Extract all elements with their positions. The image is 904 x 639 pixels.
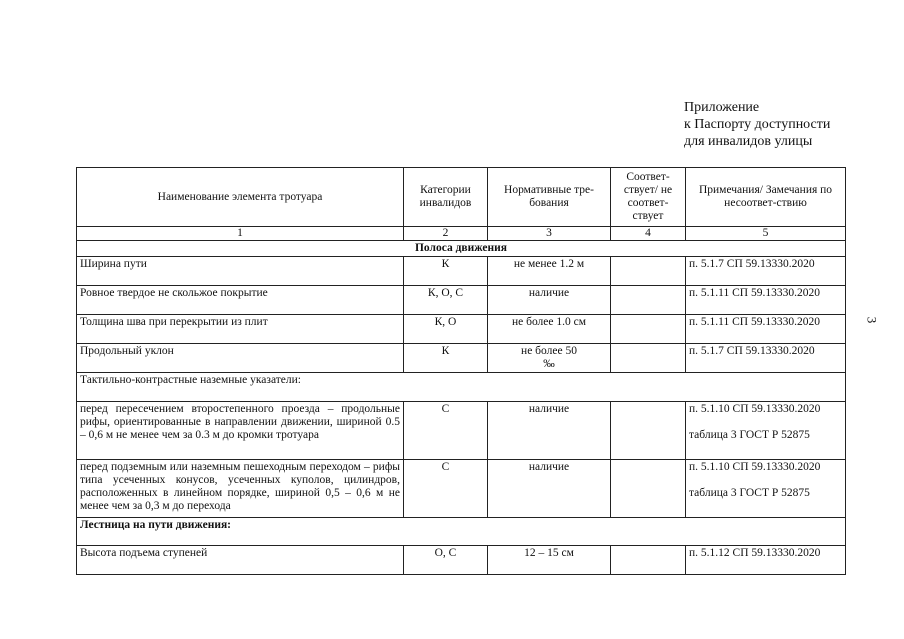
row-compliance <box>611 286 686 315</box>
row-requirement: не более 1.0 см <box>488 315 611 344</box>
row-note: п. 5.1.11 СП 59.13330.2020 <box>686 315 846 344</box>
row-name: Ровное твердое не скольжое покрытие <box>77 286 404 315</box>
header-compliance: Соответ-ствует/ не соответ-ствует <box>611 168 686 227</box>
row-name: перед подземным или наземным пешеходным переходом – рифы типа усеченных конусов, усеченных куполов, цилиндров, расположенных в линейном порядке, шириной 0,5 – 0,6 м не менее чем за 0,3 м до перехода <box>77 460 404 518</box>
row-category: К, О <box>404 315 488 344</box>
appendix-line-2: к Паспорту доступности <box>684 117 831 132</box>
table-row <box>77 546 846 575</box>
appendix-line-3: для инвалидов улицы <box>684 134 813 149</box>
stairs-heading: Лестница на пути движения: <box>77 518 846 546</box>
tactile-heading: Тактильно-контрастные наземные указатели: <box>77 373 846 402</box>
row-name: Высота подъема ступеней <box>77 546 404 575</box>
row-name: Толщина шва при перекрытии из плит <box>77 315 404 344</box>
subheading-row <box>77 373 846 402</box>
row-category: К <box>404 257 488 286</box>
row-note: п. 5.1.11 СП 59.13330.2020 <box>686 286 846 315</box>
col-number: 4 <box>611 227 686 241</box>
col-number: 3 <box>488 227 611 241</box>
appendix-line-1: Приложение <box>684 100 760 115</box>
row-compliance <box>611 257 686 286</box>
note-clause: п. 5.1.10 СП 59.13330.2020 <box>689 461 821 473</box>
table-row <box>77 257 846 286</box>
note-standard: таблица 3 ГОСТ Р 52875 <box>689 429 810 441</box>
row-requirement: не более 50 ‰ <box>488 344 611 373</box>
column-number-row <box>77 227 846 241</box>
row-requirement: наличие <box>488 460 611 518</box>
table-row <box>77 315 846 344</box>
header-element-name: Наименование элемента тротуара <box>77 168 404 227</box>
row-compliance <box>611 460 686 518</box>
row-category: О, С <box>404 546 488 575</box>
row-compliance <box>611 315 686 344</box>
row-note <box>686 402 846 460</box>
note-standard: таблица 3 ГОСТ Р 52875 <box>689 487 810 499</box>
row-requirement: не менее 1.2 м <box>488 257 611 286</box>
row-note: п. 5.1.7 СП 59.13330.2020 <box>686 257 846 286</box>
appendix-header <box>684 99 830 150</box>
row-name: Продольный уклон <box>77 344 404 373</box>
row-compliance <box>611 546 686 575</box>
row-name: Ширина пути <box>77 257 404 286</box>
row-requirement: наличие <box>488 402 611 460</box>
col-number: 5 <box>686 227 846 241</box>
row-category: К <box>404 344 488 373</box>
table-row <box>77 402 846 460</box>
row-compliance <box>611 402 686 460</box>
table-row <box>77 286 846 315</box>
header-categories: Категории инвалидов <box>404 168 488 227</box>
header-notes: Примечания/ Замечания по несоответ-ствию <box>686 168 846 227</box>
table-row <box>77 344 846 373</box>
table-header-row <box>77 168 846 227</box>
row-note: п. 5.1.7 СП 59.13330.2020 <box>686 344 846 373</box>
col-number: 1 <box>77 227 404 241</box>
row-requirement: 12 – 15 см <box>488 546 611 575</box>
row-category: С <box>404 460 488 518</box>
section-title: Полоса движения <box>77 241 846 257</box>
row-note <box>686 460 846 518</box>
header-requirements: Нормативные тре-бования <box>488 168 611 227</box>
col-number: 2 <box>404 227 488 241</box>
note-clause: п. 5.1.10 СП 59.13330.2020 <box>689 403 821 415</box>
accessibility-table <box>76 167 846 575</box>
row-name: перед пересечением второстепенного проезда – продольные рифы, ориентированные в направлении движении, шириной 0.5 – 0,6 м не менее чем за 0.3 м до кромки тротуара <box>77 402 404 460</box>
section-row <box>77 241 846 257</box>
row-compliance <box>611 344 686 373</box>
row-note: п. 5.1.12 СП 59.13330.2020 <box>686 546 846 575</box>
page-number: 3 <box>864 316 880 324</box>
table-row <box>77 460 846 518</box>
row-category: К, О, С <box>404 286 488 315</box>
row-category: С <box>404 402 488 460</box>
row-requirement: наличие <box>488 286 611 315</box>
subheading-row <box>77 518 846 546</box>
